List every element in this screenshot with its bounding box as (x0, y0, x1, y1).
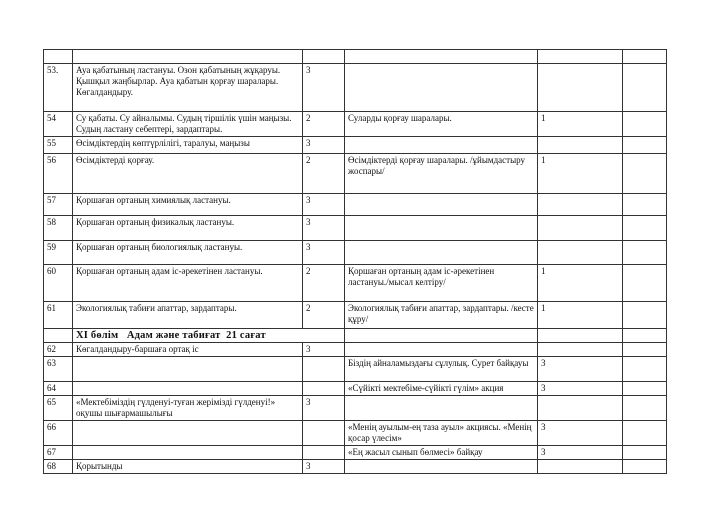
practical-hours-cell: 3 (538, 357, 623, 382)
topic-cell: Су қабаты. Су айналымы. Судың тіршілік үшін маңызы. Судың ластану себептері, зардаптары. (73, 112, 303, 137)
practical-cell (345, 216, 538, 241)
hours-cell: 3 (303, 343, 345, 357)
table-row (44, 265, 667, 302)
practical-cell: «Ең жасыл сынып бөлмесі» байқау (345, 446, 538, 460)
topic-cell (73, 50, 303, 64)
row-number: 63 (44, 357, 73, 382)
table-row (44, 343, 667, 357)
empty-cell (623, 329, 667, 343)
table-row (44, 112, 667, 137)
row-number (44, 50, 73, 64)
hours-cell (303, 50, 345, 64)
curriculum-table (43, 49, 667, 474)
hours-cell: 2 (303, 265, 345, 302)
hours-cell: 2 (303, 154, 345, 194)
row-number: 62 (44, 343, 73, 357)
row-number: 60 (44, 265, 73, 302)
row-number: 53. (44, 64, 73, 112)
extra-cell (623, 64, 667, 112)
practical-cell (345, 137, 538, 154)
practical-hours-cell (538, 64, 623, 112)
practical-hours-cell: 3 (538, 421, 623, 446)
extra-cell (623, 382, 667, 396)
practical-cell (345, 343, 538, 357)
topic-cell: Өсімдіктерді қорғау. (73, 154, 303, 194)
row-number: 58 (44, 216, 73, 241)
row-number: 55 (44, 137, 73, 154)
topic-cell: Қоршаған ортаның адам іс-әрекетінен ластануы. (73, 265, 303, 302)
practical-hours-cell (538, 460, 623, 474)
extra-cell (623, 302, 667, 329)
extra-cell (623, 194, 667, 216)
hours-cell (303, 446, 345, 460)
practical-cell (345, 50, 538, 64)
extra-cell (623, 460, 667, 474)
table-row (44, 302, 667, 329)
practical-cell (345, 396, 538, 421)
section-title: XI бөлім Адам және табиғат 21 сағат (73, 329, 345, 343)
hours-cell: 3 (303, 216, 345, 241)
table-row (44, 382, 667, 396)
topic-cell (73, 357, 303, 382)
row-number: 56 (44, 154, 73, 194)
extra-cell (623, 265, 667, 302)
table-row (44, 137, 667, 154)
table-row (44, 154, 667, 194)
practical-hours-cell: 3 (538, 382, 623, 396)
topic-cell: Ауа қабатының ластануы. Озон қабатының жұқаруы. Қышқыл жаңбырлар. Ауа қабатын қорғау шаралары. Көгалдандыру. (73, 64, 303, 112)
hours-cell: 3 (303, 137, 345, 154)
topic-cell (73, 446, 303, 460)
table-row (44, 460, 667, 474)
topic-cell (73, 382, 303, 396)
table-row (44, 194, 667, 216)
practical-hours-cell (538, 50, 623, 64)
section-title-row (44, 329, 667, 343)
hours-cell (303, 421, 345, 446)
practical-hours-cell: 1 (538, 154, 623, 194)
topic-cell: Өсімдіктердің көптүрлілігі, таралуы, маңызы (73, 137, 303, 154)
row-number: 68 (44, 460, 73, 474)
practical-hours-cell: 1 (538, 265, 623, 302)
row-number: 67 (44, 446, 73, 460)
table-row (44, 357, 667, 382)
practical-cell: Экологиялық табиғи апаттар, зардаптары. /кесте құру/ (345, 302, 538, 329)
topic-cell: Қорытынды (73, 460, 303, 474)
practical-hours-cell (538, 343, 623, 357)
practical-cell: Біздің айналамыздағы сұлулық. Сурет байқауы (345, 357, 538, 382)
extra-cell (623, 421, 667, 446)
practical-hours-cell: 1 (538, 112, 623, 137)
practical-hours-cell (538, 216, 623, 241)
hours-cell: 3 (303, 64, 345, 112)
table-row (44, 396, 667, 421)
hours-cell (303, 357, 345, 382)
table-row (44, 446, 667, 460)
table-row (44, 64, 667, 112)
topic-cell: Қоршаған ортаның биологиялық ластануы. (73, 241, 303, 265)
hours-cell (303, 382, 345, 396)
row-number: 54 (44, 112, 73, 137)
extra-cell (623, 137, 667, 154)
extra-cell (623, 446, 667, 460)
practical-cell (345, 241, 538, 265)
extra-cell (623, 216, 667, 241)
empty-cell (538, 329, 623, 343)
row-number: 64 (44, 382, 73, 396)
practical-cell: Өсімдіктерді қорғау шаралары. /ұйымдастыру жоспары/ (345, 154, 538, 194)
topic-cell (73, 421, 303, 446)
row-number: 61 (44, 302, 73, 329)
topic-cell: Қоршаған ортаның физикалық ластануы. (73, 216, 303, 241)
extra-cell (623, 241, 667, 265)
table-row (44, 216, 667, 241)
practical-cell: «Сүйікті мектебіме-сүйікті гүлім» акция (345, 382, 538, 396)
empty-cell (345, 329, 538, 343)
practical-hours-cell (538, 241, 623, 265)
row-number: 59 (44, 241, 73, 265)
row-number: 66 (44, 421, 73, 446)
practical-hours-cell (538, 194, 623, 216)
topic-cell: Экологиялық табиғи апаттар, зардаптары. (73, 302, 303, 329)
hours-cell: 3 (303, 396, 345, 421)
extra-cell (623, 50, 667, 64)
hours-cell: 2 (303, 112, 345, 137)
topic-cell: «Мектебіміздің гүлденуі-туған жерімізді гүлденуі!» оқушы шығармашылығы (73, 396, 303, 421)
practical-cell: «Менің ауылым-ең таза ауыл» акциясы. «Менің қосар үлесім» (345, 421, 538, 446)
practical-hours-cell (538, 137, 623, 154)
practical-cell: Суларды қорғау шаралары. (345, 112, 538, 137)
table-row (44, 241, 667, 265)
extra-cell (623, 154, 667, 194)
hours-cell: 3 (303, 460, 345, 474)
extra-cell (623, 396, 667, 421)
table-row (44, 421, 667, 446)
practical-cell (345, 460, 538, 474)
extra-cell (623, 343, 667, 357)
practical-cell: Қоршаған ортаның адам іс-әрекетінен ластануы./мысал келтіру/ (345, 265, 538, 302)
practical-cell (345, 194, 538, 216)
practical-cell (345, 64, 538, 112)
table-row (44, 50, 667, 64)
section-number-cell (44, 329, 73, 343)
practical-hours-cell: 1 (538, 302, 623, 329)
row-number: 65 (44, 396, 73, 421)
hours-cell: 3 (303, 194, 345, 216)
practical-hours-cell: 3 (538, 446, 623, 460)
practical-hours-cell (538, 396, 623, 421)
topic-cell: Көгалдандыру-баршаға ортақ іс (73, 343, 303, 357)
hours-cell: 3 (303, 241, 345, 265)
row-number: 57 (44, 194, 73, 216)
hours-cell: 2 (303, 302, 345, 329)
topic-cell: Қоршаған ортаның химиялық ластануы. (73, 194, 303, 216)
extra-cell (623, 357, 667, 382)
extra-cell (623, 112, 667, 137)
